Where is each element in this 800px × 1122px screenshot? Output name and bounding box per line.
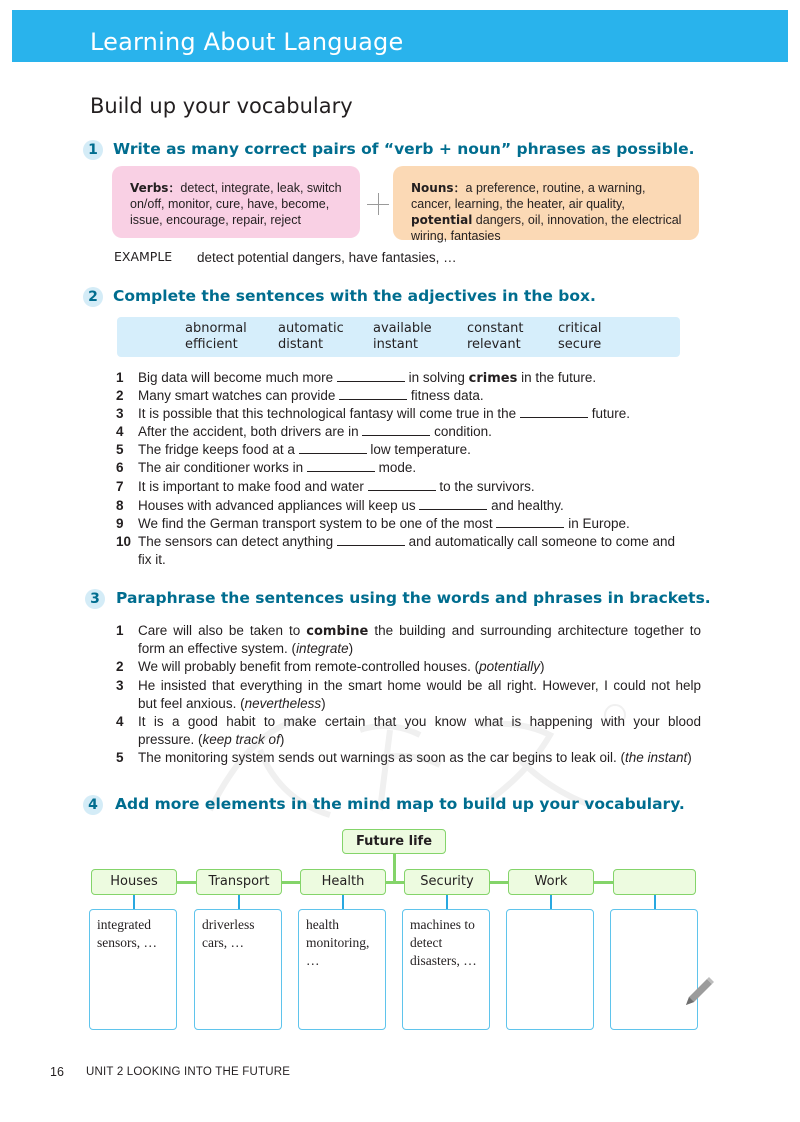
- sentence-text: The air conditioner works in: [138, 460, 307, 475]
- adjective-word: abnormal: [185, 321, 247, 336]
- mind-map-connector: [342, 895, 344, 909]
- sentence-number: 1: [116, 370, 124, 385]
- pencil-icon: [682, 975, 716, 1009]
- item-text: Care will also be taken to: [138, 623, 307, 638]
- task-3-number: 3: [85, 589, 105, 609]
- bracket-hint: nevertheless: [244, 696, 322, 711]
- adjective-word: relevant: [467, 337, 521, 352]
- adjective-word: secure: [558, 337, 602, 352]
- sentence-text: in the future.: [517, 370, 597, 385]
- sentence-number: 8: [116, 498, 124, 513]
- mind-map-example: detect: [410, 935, 443, 950]
- sentence-number: 2: [116, 388, 124, 403]
- mind-map-connector: [238, 895, 240, 909]
- sentence-text: mode.: [374, 460, 417, 475]
- adjective-word: efficient: [185, 337, 238, 352]
- mind-map-box-work[interactable]: [506, 909, 594, 1030]
- item-text: ): [279, 732, 285, 747]
- bracket-hint: the instant: [625, 750, 688, 765]
- section-title: Build up your vocabulary: [90, 94, 353, 118]
- mind-map-example: sensors, …: [97, 935, 157, 950]
- nouns-label: Nouns：: [411, 181, 466, 195]
- header-banner: [12, 10, 788, 62]
- item-text: ): [539, 659, 545, 674]
- item-text: He insisted that everything in the smart home would be all right. However, I could not help: [138, 678, 701, 693]
- mind-map-connector: [550, 895, 552, 909]
- answer-blank[interactable]: [307, 459, 375, 472]
- sentence-text: low temperature.: [366, 442, 471, 457]
- answer-blank[interactable]: [337, 369, 405, 382]
- sentence-text: Houses with advanced appliances will keep us: [138, 498, 420, 513]
- verbs-label: Verbs：: [130, 181, 181, 195]
- mind-map-category: Health: [300, 869, 386, 895]
- adjective-word: automatic: [278, 321, 344, 336]
- task-2-number: 2: [83, 287, 103, 307]
- mind-map-example: machines to: [410, 917, 475, 932]
- sentence-number: 5: [116, 442, 124, 457]
- item-text: but feel anxious. (: [138, 696, 245, 711]
- mind-map-example: monitoring,: [306, 935, 370, 950]
- answer-blank[interactable]: [368, 478, 436, 491]
- item-text: ): [348, 641, 354, 656]
- task-4-instruction: Add more elements in the mind map to build up your vocabulary.: [115, 795, 685, 813]
- adjective-word: available: [373, 321, 432, 336]
- sentence-text: It is possible that this technological fantasy will come true in the: [138, 406, 520, 421]
- sentence-number: 9: [116, 516, 124, 531]
- task-1-number: 1: [83, 140, 103, 160]
- mind-map-category: Transport: [196, 869, 282, 895]
- sentence-text: and automatically call someone to come and: [404, 534, 676, 549]
- example-text: detect potential dangers, have fantasies, …: [197, 250, 457, 265]
- item-text: ): [321, 696, 326, 711]
- item-text: the building and surrounding architecture together to: [368, 623, 701, 638]
- sentence-continuation: fix it.: [138, 552, 166, 567]
- mind-map-box-transport[interactable]: [194, 909, 282, 1030]
- item-text: The monitoring system sends out warnings as soon as the car begins to leak oil. (: [138, 750, 625, 765]
- mind-map-root-connector: [393, 853, 396, 881]
- mind-map-connector: [654, 895, 656, 909]
- sentence-text: Many smart watches can provide: [138, 388, 340, 403]
- answer-blank[interactable]: [496, 515, 564, 528]
- mind-map-category-empty[interactable]: [613, 869, 696, 895]
- adjective-word: critical: [558, 321, 602, 336]
- task-2-instruction: Complete the sentences with the adjectives in the box.: [113, 287, 596, 305]
- sentence-number: 7: [116, 479, 124, 494]
- mind-map-category: Work: [508, 869, 594, 895]
- item-text: It is a good habit to make certain that you know what is happening with your blood: [138, 714, 701, 729]
- mind-map-category: Security: [404, 869, 490, 895]
- item-text: form an effective system. (: [138, 641, 297, 656]
- bracket-hint: keep track of: [202, 732, 280, 747]
- paraphrase-item: [116, 622, 701, 658]
- nouns-box: [393, 166, 699, 243]
- mind-map-example: disasters, …: [410, 953, 477, 968]
- verbs-box: [112, 166, 360, 238]
- item-number: 4: [116, 714, 124, 729]
- mind-map-connector: [133, 895, 135, 909]
- mind-map-connector: [446, 895, 448, 909]
- mind-map-root: Future life: [342, 829, 446, 854]
- sentence-text: fitness data.: [407, 388, 484, 403]
- sentence-text: in solving: [404, 370, 469, 385]
- sentence-number: 6: [116, 460, 124, 475]
- adjective-word: distant: [278, 337, 324, 352]
- mind-map-box-empty[interactable]: [610, 909, 698, 1030]
- plus-icon-vertical: [378, 193, 379, 215]
- item-text: We will probably benefit from remote-controlled houses. (: [138, 659, 480, 674]
- answer-blank[interactable]: [299, 441, 367, 454]
- sentence-text: condition.: [430, 424, 492, 439]
- sentence-number: 10: [116, 534, 132, 549]
- answer-blank[interactable]: [520, 405, 588, 418]
- sentence-text: The sensors can detect anything: [138, 534, 337, 549]
- bracket-hint: integrate: [296, 641, 349, 656]
- bold-word: crimes: [468, 371, 518, 386]
- nouns-text-2: dangers, oil, innovation, the electrical wiring, fantasies: [411, 213, 682, 243]
- item-number: 1: [116, 623, 124, 638]
- sentence-text: After the accident, both drivers are in: [138, 424, 363, 439]
- sentence-text: and healthy.: [487, 498, 564, 513]
- sentence-text: The fridge keeps food at a: [138, 442, 299, 457]
- sentence-text: It is important to make food and water: [138, 479, 368, 494]
- nouns-text-1: a preference, routine, a warning, cancer, learning, the heater, air quality,: [411, 181, 646, 211]
- mind-map-example: driverless: [202, 917, 255, 932]
- answer-blank[interactable]: [339, 387, 407, 400]
- sentence-text: to the survivors.: [435, 479, 535, 494]
- task-3-instruction: Paraphrase the sentences using the words and phrases in brackets.: [116, 589, 711, 607]
- answer-blank[interactable]: [419, 497, 487, 510]
- page-number: 16: [50, 1065, 64, 1079]
- adjective-word: constant: [467, 321, 524, 336]
- answer-blank[interactable]: [362, 423, 430, 436]
- mind-map-example: cars, …: [202, 935, 244, 950]
- item-number: 5: [116, 750, 124, 765]
- answer-blank[interactable]: [337, 533, 405, 546]
- mind-map-box-security[interactable]: [402, 909, 490, 1030]
- bold-word: combine: [306, 624, 369, 639]
- unit-title: UNIT 2 LOOKING INTO THE FUTURE: [86, 1066, 291, 1078]
- sentence-number: 3: [116, 406, 124, 421]
- task-1-instruction: Write as many correct pairs of “verb + noun” phrases as possible.: [113, 140, 695, 158]
- item-number: 2: [116, 659, 124, 674]
- mind-map-example: integrated: [97, 917, 151, 932]
- sentence-text: We find the German transport system to be one of the most: [138, 516, 497, 531]
- adjective-word: instant: [373, 337, 419, 352]
- item-text: pressure. (: [138, 732, 203, 747]
- verbs-text: detect, integrate, leak, switch on/off, monitor, cure, have, become, issue, encourage, repair, reject: [130, 181, 342, 227]
- paraphrase-item: [116, 658, 701, 676]
- bracket-hint: potentially: [479, 659, 540, 674]
- mind-map-example: health: [306, 917, 339, 932]
- nouns-bold-word: potential: [411, 213, 473, 227]
- mind-map-example: …: [306, 953, 320, 968]
- mind-map-category: Houses: [91, 869, 177, 895]
- sentence-text: in Europe.: [564, 516, 630, 531]
- mind-map-box-houses[interactable]: [89, 909, 177, 1030]
- item-text: ): [687, 750, 692, 765]
- task-4-number: 4: [83, 795, 103, 815]
- sentence-text: Big data will become much more: [138, 370, 337, 385]
- mind-map-box-health[interactable]: [298, 909, 386, 1030]
- example-label: EXAMPLE: [114, 249, 173, 264]
- sentence-number: 4: [116, 424, 124, 439]
- sentence-text: future.: [587, 406, 630, 421]
- banner-title: Learning About Language: [90, 28, 404, 56]
- item-number: 3: [116, 678, 124, 693]
